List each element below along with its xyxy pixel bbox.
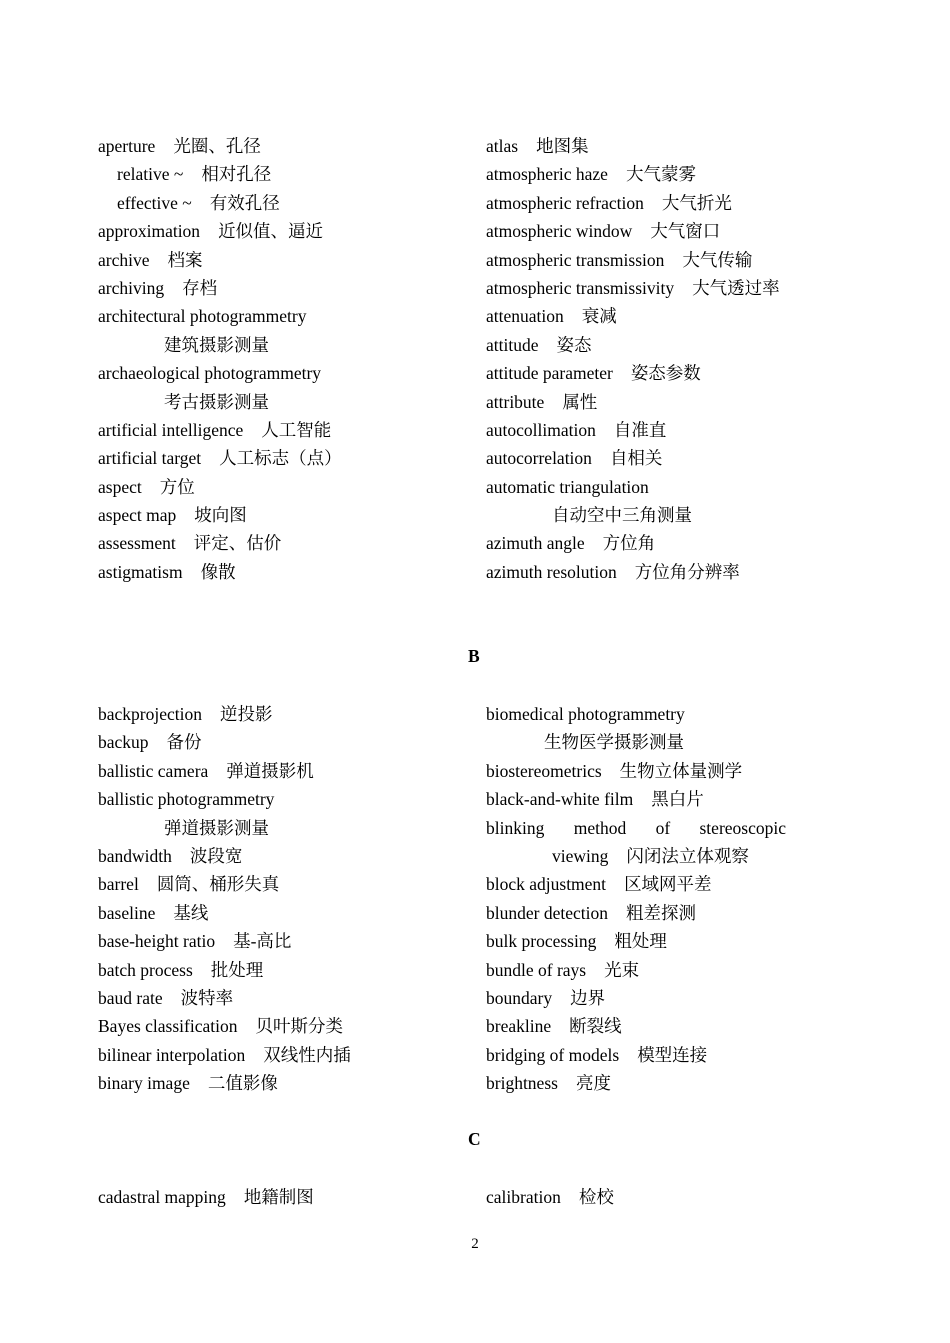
section-a-right-column — [486, 132, 866, 586]
entry-term: azimuth resolution — [486, 561, 617, 582]
entry-term: archiving — [98, 277, 165, 298]
entry-term: backup — [98, 732, 149, 753]
entry-term: autocorrelation — [486, 448, 592, 469]
entry-term: architectural photogrammetry — [98, 306, 307, 327]
entry-translation: 圆筒、桶形失真 — [156, 874, 280, 895]
glossary-entry — [98, 785, 468, 813]
entry-term: batch process — [98, 959, 193, 980]
entry-translation: 地图集 — [536, 136, 589, 156]
glossary-entry — [486, 1012, 866, 1040]
entry-term: bundle of rays — [486, 959, 587, 980]
glossary-entry — [486, 927, 866, 955]
glossary-entry — [486, 1041, 866, 1069]
glossary-entry — [98, 1069, 468, 1097]
glossary-entry — [98, 984, 468, 1012]
section-a-left-column — [98, 132, 468, 586]
entry-term: ballistic camera — [98, 760, 209, 781]
entry-translation: 黑白片 — [651, 789, 704, 810]
glossary-entry — [98, 700, 468, 728]
entry-term: base-height ratio — [98, 931, 216, 952]
entry-term: approximation — [98, 221, 201, 242]
entry-term: biostereometrics — [486, 760, 602, 781]
entry-translation: 贝叶斯分类 — [255, 1016, 343, 1037]
glossary-entry — [486, 160, 866, 188]
entry-term: barrel — [98, 874, 139, 895]
glossary-entry — [98, 529, 468, 557]
entry-term: ballistic photogrammetry — [98, 789, 275, 810]
glossary-entry — [98, 274, 468, 302]
entry-translation: 双线性内插 — [263, 1044, 351, 1065]
entry-term: baseline — [98, 902, 156, 923]
entry-term: viewing — [552, 845, 609, 866]
entry-term: aperture — [98, 136, 156, 156]
entry-term: cadastral mapping — [98, 1187, 226, 1207]
glossary-entry — [486, 473, 866, 501]
entry-term: relative ~ — [117, 164, 184, 185]
glossary-entry — [98, 956, 468, 984]
glossary-entry — [98, 1041, 468, 1069]
entry-translation: 波特率 — [180, 987, 234, 1008]
entry-term: attitude parameter — [486, 363, 613, 384]
entry-translation: 有效孔径 — [209, 192, 280, 213]
entry-translation: 自准直 — [613, 419, 667, 440]
entry-translation: 建筑摄影测量 — [164, 334, 269, 355]
entry-translation: 检校 — [578, 1187, 614, 1207]
entry-translation: 模型连接 — [637, 1044, 708, 1065]
entry-term: atmospheric transmission — [486, 249, 665, 270]
glossary-entry — [98, 132, 468, 160]
glossary-entry — [98, 899, 468, 927]
page-number: 2 — [471, 1236, 479, 1252]
entry-translation: 姿态 — [556, 334, 592, 355]
glossary-entry — [98, 814, 468, 842]
entry-translation: 评定、估价 — [193, 533, 282, 554]
entry-term: atmospheric transmissivity — [486, 277, 675, 298]
glossary-entry — [98, 359, 468, 387]
entry-translation: 基-高比 — [233, 931, 292, 952]
glossary-entry — [486, 956, 866, 984]
glossary-entry — [486, 757, 866, 785]
glossary-entry — [486, 728, 866, 756]
entry-term: boundary — [486, 987, 553, 1008]
entry-translation: 存档 — [182, 277, 218, 298]
glossary-entry — [486, 274, 866, 302]
entry-translation: 亮度 — [575, 1073, 611, 1094]
glossary-entry — [486, 1183, 866, 1211]
entry-term: bridging of models — [486, 1044, 620, 1065]
glossary-entry — [98, 160, 468, 188]
entry-term: attitude — [486, 334, 539, 355]
entry-term: attenuation — [486, 306, 564, 327]
entry-term: azimuth angle — [486, 533, 585, 554]
entry-translation: 大气蒙雾 — [625, 164, 696, 185]
entry-translation: 粗差探测 — [625, 902, 696, 923]
entry-term: brightness — [486, 1073, 558, 1094]
glossary-entry — [486, 302, 866, 330]
entry-translation: 生物立体量测学 — [619, 760, 743, 781]
entry-translation: 备份 — [166, 732, 202, 753]
entry-translation: 二值影像 — [207, 1073, 278, 1094]
entry-translation: 逆投影 — [219, 704, 273, 724]
entry-translation: 波段宽 — [189, 845, 243, 866]
glossary-entry — [486, 814, 786, 842]
entry-term: baud rate — [98, 987, 163, 1008]
entry-translation: 光圈、孔径 — [173, 136, 261, 156]
glossary-entry — [486, 842, 866, 870]
entry-translation: 基线 — [173, 902, 209, 923]
entry-translation: 像散 — [200, 561, 236, 582]
entry-translation: 断裂线 — [569, 1016, 622, 1037]
entry-term: backprojection — [98, 704, 202, 724]
glossary-entry — [486, 870, 866, 898]
entry-translation: 自相关 — [609, 448, 663, 469]
entry-translation: 大气传输 — [682, 249, 753, 270]
entry-translation: 属性 — [562, 391, 598, 412]
entry-translation: 弹道摄影机 — [226, 760, 314, 781]
glossary-entry — [486, 331, 866, 359]
glossary-entry — [98, 1183, 468, 1211]
entry-translation: 近似值、逼近 — [218, 221, 324, 242]
entry-term: calibration — [486, 1187, 561, 1207]
glossary-entry — [486, 388, 866, 416]
entry-translation: 姿态参数 — [630, 363, 701, 384]
entry-translation: 区域网平差 — [624, 874, 712, 895]
glossary-entry — [98, 388, 468, 416]
entry-term: aspect — [98, 476, 142, 497]
entry-term: archive — [98, 249, 150, 270]
entry-translation: 大气透过率 — [692, 277, 780, 298]
entry-term: atmospheric window — [486, 221, 633, 242]
glossary-entry — [98, 302, 468, 330]
entry-term: breakline — [486, 1016, 552, 1037]
entry-term: artificial intelligence — [98, 419, 244, 440]
entry-term: archaeological photogrammetry — [98, 363, 322, 384]
glossary-entry — [98, 1012, 468, 1040]
glossary-entry — [486, 246, 866, 274]
entry-term: bandwidth — [98, 845, 172, 866]
glossary-entry — [486, 501, 866, 529]
glossary-entry — [98, 501, 468, 529]
glossary-entry — [486, 1069, 866, 1097]
entry-term: black-and-white film — [486, 789, 634, 810]
glossary-entry — [98, 842, 468, 870]
section-c-right-column — [486, 1183, 866, 1211]
glossary-entry — [98, 416, 468, 444]
glossary-entry — [486, 899, 866, 927]
section-c-left-column — [98, 1183, 468, 1211]
glossary-entry — [486, 529, 866, 557]
glossary-entry — [486, 359, 866, 387]
entry-term: binary image — [98, 1073, 190, 1094]
entry-translation: 人工智能 — [261, 419, 332, 440]
glossary-entry — [98, 757, 468, 785]
section-b-left-column — [98, 700, 468, 1097]
entry-translation: 自动空中三角测量 — [552, 505, 692, 526]
entry-term-word: blinking — [486, 817, 545, 838]
glossary-entry — [98, 331, 468, 359]
glossary-entry — [486, 785, 866, 813]
glossary-entry — [486, 217, 866, 245]
glossary-entry — [98, 473, 468, 501]
entry-term: blunder detection — [486, 902, 608, 923]
entry-term: effective ~ — [117, 192, 192, 213]
entry-translation: 方位 — [159, 476, 195, 497]
entry-term: astigmatism — [98, 561, 183, 582]
glossary-entry — [98, 927, 468, 955]
section-b-right-column — [486, 700, 866, 1097]
entry-term: atlas — [486, 136, 519, 156]
glossary-entry — [486, 416, 866, 444]
entry-translation: 方位角 — [602, 533, 656, 554]
entry-term: autocollimation — [486, 419, 596, 440]
entry-term: Bayes classification — [98, 1016, 238, 1037]
entry-term: assessment — [98, 533, 176, 554]
entry-translation: 生物医学摄影测量 — [544, 732, 684, 753]
entry-translation: 粗处理 — [614, 931, 667, 952]
entry-term: bulk processing — [486, 931, 597, 952]
entry-term-word: stereoscopic — [699, 817, 786, 838]
glossary-entry — [98, 189, 468, 217]
glossary-entry — [486, 444, 866, 472]
section-heading-c: C — [468, 1129, 481, 1149]
entry-term: automatic triangulation — [486, 476, 649, 497]
glossary-entry — [98, 728, 468, 756]
entry-translation: 批处理 — [210, 959, 264, 980]
glossary-entry — [98, 444, 468, 472]
entry-translation: 档案 — [167, 249, 203, 270]
entry-translation: 方位角分辨率 — [634, 561, 740, 582]
glossary-entry — [98, 870, 468, 898]
glossary-entry — [486, 132, 866, 160]
entry-translation: 相对孔径 — [201, 164, 272, 185]
glossary-entry — [486, 700, 866, 728]
entry-term: attribute — [486, 391, 545, 412]
section-heading-b: B — [468, 646, 480, 666]
entry-translation: 大气折光 — [661, 192, 732, 213]
entry-translation: 边界 — [570, 987, 606, 1008]
glossary-entry — [98, 558, 468, 586]
entry-term: biomedical photogrammetry — [486, 704, 685, 724]
glossary-entry — [98, 246, 468, 274]
entry-translation: 弹道摄影测量 — [164, 817, 269, 838]
entry-term-word: method — [573, 817, 627, 838]
entry-term: block adjustment — [486, 874, 607, 895]
entry-term: artificial target — [98, 448, 202, 469]
entry-translation: 大气窗口 — [650, 221, 721, 242]
entry-term: atmospheric refraction — [486, 192, 644, 213]
glossary-entry — [486, 984, 866, 1012]
glossary-entry — [486, 558, 866, 586]
entry-translation: 衰减 — [581, 306, 617, 327]
glossary-entry — [486, 189, 866, 217]
entry-term: atmospheric haze — [486, 164, 608, 185]
entry-translation: 闪闭法立体观察 — [626, 845, 749, 866]
entry-term: bilinear interpolation — [98, 1044, 246, 1065]
entry-translation: 考古摄影测量 — [164, 391, 269, 412]
entry-translation: 光束 — [604, 959, 640, 980]
entry-translation: 地籍制图 — [243, 1187, 314, 1207]
glossary-entry — [98, 217, 468, 245]
entry-translation: 人工标志（点） — [219, 448, 342, 469]
entry-term-word: of — [655, 817, 671, 838]
entry-translation: 坡向图 — [194, 505, 247, 526]
entry-term: aspect map — [98, 505, 177, 526]
